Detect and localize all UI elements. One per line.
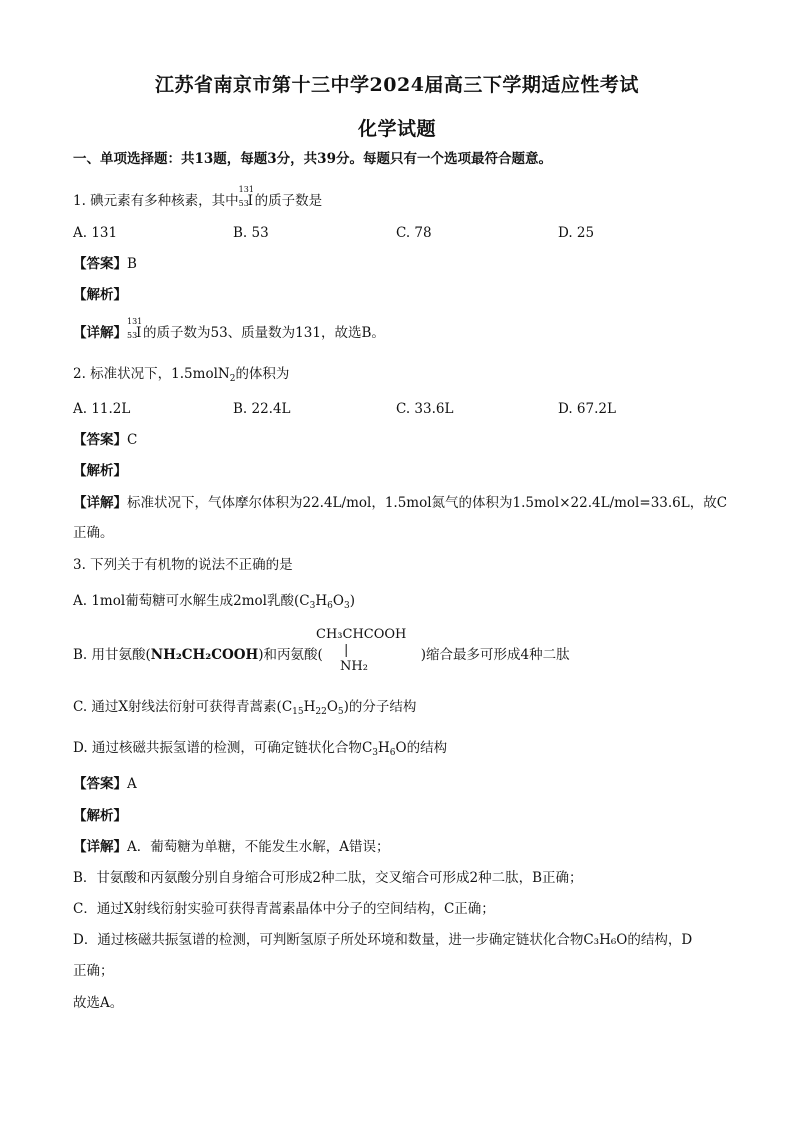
q3-detail-line3: C．通过X射线衍射实验可获得青蒿素晶体中分子的空间结构，C正确； [73,901,495,917]
q3-option-a-prefix: A. 1mol葡萄糖可水解生成2mol乳酸( [73,593,300,609]
q3-option-b [73,646,570,664]
q2-option-a: A. 11.2L [73,401,131,417]
q2-answer-value: C [127,432,138,448]
q3-option-b-glycine: NH₂CH₂COOH [150,647,259,663]
q3-option-a-formula-o-sub: 3 [343,601,350,611]
q3-option-a-formula-c-sub: 3 [309,601,316,611]
q2-stem-prefix: 2. 标准状况下，1.5mol [73,366,218,382]
q1-detail-text: 的质子数为53、质量数为131，故选B。 [143,325,385,341]
q2-stem-suffix: 的体积为 [235,366,290,382]
q3-detail-text1: A．葡萄糖为单糖，不能发生水解，A错误； [127,839,390,855]
section-heading: 一、单项选择题：共13题，每题3分，共39分。每题只有一个选项最符合题意。 [73,151,552,167]
q1-option-a: A. 131 [73,225,118,241]
q2-answer [73,431,137,449]
q3-option-c-formula-o: O [326,699,338,715]
q3-detail-line6: 故选A。 [73,995,124,1011]
q3-analysis-label: 【解析】 [73,808,127,824]
q2-answer-label: 【答案】 [73,432,127,448]
q1-detail-label: 【详解】 [73,325,127,341]
q3-alanine-struct-bar: | [344,643,349,658]
q3-option-c-prefix: C. 通过X射线法衍射可获得青蒿素( [73,699,282,715]
q2-detail-label: 【详解】 [73,495,127,511]
q3-detail-line4: D．通过核磁共振氢谱的检测，可判断氢原子所处环境和数量，进一步确定链状化合物C₃H₆O的结构，D [73,932,693,948]
q1-stem [73,185,323,210]
q2-detail-line1 [73,494,727,512]
q3-option-a-formula-h: H [315,593,328,609]
q2-stem [73,365,289,383]
q3-option-d-formula-c-sub: 3 [372,748,379,758]
q1-isotope-symbol: I [247,193,254,209]
q1-detail-isotope-symbol: I [136,325,142,341]
q3-option-b-mid: )和丙氨酸( [258,647,323,663]
q3-option-a-formula-h-sub: 6 [327,601,333,611]
q3-answer [73,775,137,793]
q1-stem-prefix: 1. 碘元素有多种核素，其中 [73,193,239,209]
q1-detail-isotope-atomic: 53 [127,331,138,340]
q1-option-d: D. 25 [558,225,595,241]
q1-answer [73,255,137,273]
page-title: 江苏省南京市第十三中学2024届高三下学期适应性考试 [155,74,639,96]
q3-alanine-struct-top: CH₃CHCOOH [316,627,407,642]
q3-option-c-formula-o-sub: 5 [337,707,344,717]
q1-isotope-atomic: 53 [238,199,249,208]
q3-detail-line1 [73,838,390,856]
q2-option-b: B. 22.4L [233,401,291,417]
q2-option-c: C. 33.6L [396,401,454,417]
q3-option-a [73,592,355,610]
q3-alanine-struct-bottom: NH₂ [340,659,368,674]
q1-isotope-mass: 131 [238,185,254,194]
q3-stem: 3. 下列关于有机物的说法不正确的是 [73,557,293,573]
q2-formula-symbol: N [217,366,230,382]
q1-answer-label: 【答案】 [73,256,127,272]
q3-option-a-formula-o: O [332,593,344,609]
q3-option-c-formula-h-sub: 22 [315,707,327,717]
q3-option-d-formula-h: H [378,740,390,756]
q1-analysis-label: 【解析】 [73,287,127,303]
q2-detail-line2: 正确。 [73,525,114,541]
q3-option-c-formula-c: C [281,699,293,715]
q3-option-c-suffix: )的分子结构 [343,699,417,715]
page-subtitle: 化学试题 [357,118,436,140]
q1-isotope [238,185,255,210]
q3-option-b-suffix: )缩合最多可形成4种二肽 [420,647,570,663]
q3-option-d-formula-c: C [361,740,373,756]
q2-formula-sub: 2 [229,374,236,384]
q3-option-c-formula-h: H [303,699,316,715]
q3-detail-line2: B．甘氨酸和丙氨酸分别自身缩合可形成2种二肽，交叉缩合可形成2种二肽，B正确； [73,870,583,886]
q3-option-d-formula-h-sub: 6 [389,748,396,758]
q3-detail-line5: 正确； [73,963,114,979]
q3-detail-label: 【详解】 [73,839,127,855]
q3-answer-label: 【答案】 [73,776,127,792]
q2-option-d: D. 67.2L [558,401,616,417]
q1-option-b: B. 53 [233,225,269,241]
q3-option-c-formula-c-sub: 15 [292,707,304,717]
q3-option-a-formula-c: C [299,593,310,609]
q3-option-a-suffix: ) [349,593,355,609]
q2-analysis-label: 【解析】 [73,463,127,479]
q1-detail [73,317,385,342]
q3-option-d [73,739,447,757]
q1-detail-isotope-mass: 131 [127,317,143,326]
q3-option-c [73,698,416,716]
q2-detail-text: 标准状况下，气体摩尔体积为22.4L/mol，1.5mol氮气的体积为1.5mol×22.4L/mol=33.6L，故C [127,495,728,511]
q1-detail-isotope [127,317,143,342]
q1-answer-value: B [127,256,137,272]
q3-option-d-formula-o: O [395,740,407,756]
q1-option-c: C. 78 [396,225,432,241]
q3-answer-value: A [127,776,137,792]
q1-stem-suffix: 的质子数是 [254,193,323,209]
q3-option-d-prefix: D. 通过核磁共振氢谱的检测，可确定链状化合物 [73,740,362,756]
q3-option-b-prefix: B. 用甘氨酸( [73,647,151,663]
q3-option-d-suffix: 的结构 [406,740,448,756]
